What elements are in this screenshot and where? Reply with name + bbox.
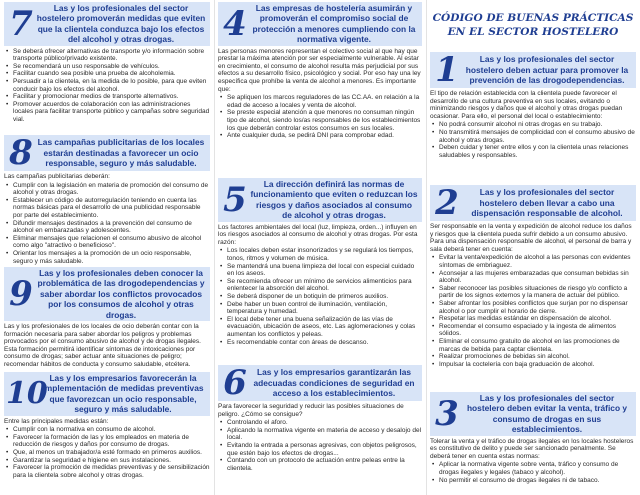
section-10 bbox=[4, 372, 210, 479]
section-7 bbox=[4, 2, 210, 124]
section-number: 5 bbox=[223, 179, 247, 220]
list-item: • Favorecer la promoción de medidas preventivas y de sensibilización para la clientela sobre alcohol y otras drogas. bbox=[4, 464, 210, 479]
section-4-banner bbox=[218, 2, 422, 46]
list-item: • Evitando la entrada a personas agresivas, con objetos peligrosos, que estén bajo los efectos de drogas... bbox=[218, 442, 422, 457]
list-item: • Establecer un código de autorregulación teniendo en cuenta las normas básicas para el desarrollo de una publicidad responsable por parte del establecimiento. bbox=[4, 197, 210, 220]
section-8 bbox=[4, 135, 210, 265]
section-heading: Las y los profesionales del sector hostelero deben actuar para promover la prevención de las drogodependencias. bbox=[465, 54, 629, 86]
section-heading: La dirección definirá las normas de funcionamiento que eviten o reduzcan los riesgos y daños asociados al consumo de alcohol y otras drogas. bbox=[250, 179, 418, 221]
page-title-line: CÓDIGO DE BUENAS PRÁCTICAS bbox=[432, 12, 634, 24]
list-item: • Cumplir con la normativa en consumo de alcohol. bbox=[4, 426, 210, 434]
section-6-text: Para favorecer la seguridad y reducir las posibles situaciones de peligro. ¿Cómo se consigue? bbox=[218, 403, 404, 418]
list-item: • Garantizar la seguridad e higiene en sus instalaciones. bbox=[4, 457, 210, 465]
section-5-banner bbox=[218, 178, 422, 222]
section-2-banner bbox=[430, 185, 636, 221]
section-number: 3 bbox=[435, 393, 459, 434]
list-item: • No transmitirá mensajes de complicidad con el consumo abusivo de alcohol y otras drogas. bbox=[430, 129, 636, 144]
section-8-list bbox=[4, 182, 210, 266]
list-item: • Facilitar y promocionar medios de transporte alternativos. bbox=[4, 93, 210, 101]
section-2-text: Ser responsable en la venta y expedición de alcohol reduce los daños y riesgos que la clientela pueda sufrir debido a un consumo abusivo. Para una dispensación responsable de alcohol, el personal de barra y sala deberá tener en cuenta: bbox=[430, 223, 632, 253]
section-number: 10 bbox=[6, 375, 48, 411]
list-item: • Persuadir a la clientela, en la medida de lo posible, para que eviten conducir bajo los efectos del alcohol. bbox=[4, 78, 210, 93]
section-number: 6 bbox=[223, 365, 247, 403]
list-item: • Cumplir con la legislación en materia de promoción del consumo de alcohol y otras drogas. bbox=[4, 182, 210, 197]
section-number: 8 bbox=[9, 135, 33, 173]
list-item: • Eliminar mensajes que relacionen el consumo abusivo de alcohol como algo "atractivo o beneficioso". bbox=[4, 235, 210, 250]
section-2-list bbox=[430, 254, 636, 368]
section-3-list bbox=[430, 461, 636, 484]
list-item: • Aconsejar a las mujeres embarazadas que consuman bebidas sin alcohol. bbox=[430, 270, 636, 285]
list-item: • Controlando el aforo. bbox=[218, 419, 422, 427]
section-6-banner bbox=[218, 365, 422, 401]
list-item: • Es recomendable contar con áreas de descanso. bbox=[218, 339, 422, 347]
list-item: • Recomendar el consumo espaciado y la ingesta de alimentos sólidos. bbox=[430, 323, 636, 338]
section-8-intro: Las campañas publicitarias deberán: bbox=[4, 173, 110, 180]
list-item: • Realizar promociones de bebidas sin alcohol. bbox=[430, 353, 636, 361]
page-title bbox=[432, 12, 634, 39]
section-7-list bbox=[4, 48, 210, 124]
list-item: • Aplicando la normativa vigente en materia de acceso y desalojo del local. bbox=[218, 427, 422, 442]
section-10-intro: Entre las principales medidas están: bbox=[4, 417, 109, 425]
list-item: • Eliminar el consumo gratuito de alcohol en las promociones de marcas de bebida para captar clientela. bbox=[430, 338, 636, 353]
list-item: • Se preste especial atención a que menores no consuman ningún tipo de alcohol, siendo los/as responsables de los establecimientos los que deberán controlar estos consumos en sus locales. bbox=[218, 109, 422, 132]
list-item: • Se deberá ofrecer alternativas de transporte y/o información sobre transporte público/privado existente. bbox=[4, 48, 210, 63]
section-number: 2 bbox=[435, 185, 459, 223]
list-item: • Saber reconocer las posibles situaciones de riesgo y/o conflicto a partir de los signos externos y la manera de actuar del público. bbox=[430, 285, 636, 300]
section-6 bbox=[218, 365, 422, 472]
list-item: • Aplicar la normativa vigente sobre venta, tráfico y consumo de drogas ilegales y legales (tabaco y alcohol). bbox=[430, 461, 636, 476]
section-3-banner bbox=[430, 392, 636, 436]
column-left bbox=[0, 0, 214, 495]
list-item: • Promover acuerdos de colaboración con las administraciones locales para facilitar transporte público y campañas sobre seguridad vial. bbox=[4, 101, 210, 124]
list-item: • Facilitar cuando sea posible una prueba de alcoholemia. bbox=[4, 70, 210, 78]
section-5 bbox=[218, 178, 422, 346]
section-2 bbox=[430, 185, 636, 368]
list-item: • Difundir mensajes destinados a la prevención del consumo de alcohol en embarazadas y adolescentes. bbox=[4, 220, 210, 235]
section-10-banner bbox=[4, 372, 210, 416]
list-item: • Se mantendrá una buena limpieza del local con especial cuidado en los aseos. bbox=[218, 263, 422, 278]
section-10-list bbox=[4, 426, 210, 479]
column-middle bbox=[214, 0, 426, 495]
section-heading: Las y los profesionales del sector hostelero deben llevar a cabo una dispensación responsable de alcohol. bbox=[471, 187, 623, 219]
list-item: • No permitir el consumo de drogas ilegales ni de tabaco. bbox=[430, 477, 636, 485]
section-number: 7 bbox=[9, 3, 33, 44]
list-item: • Se recomienda ofrecer un mínimo de servicios alimenticios para enlentecer la absorción del alcohol. bbox=[218, 278, 422, 293]
list-item: • Respetar las medidas estándar en dispensación de alcohol. bbox=[430, 315, 636, 323]
section-8-banner bbox=[4, 135, 210, 171]
section-number: 4 bbox=[223, 3, 247, 44]
section-4-list bbox=[218, 94, 422, 140]
list-item: • Orientar los mensajes a la promoción de un ocio responsable, seguro y más saludable. bbox=[4, 250, 210, 265]
column-right bbox=[426, 0, 640, 495]
list-item: • El local debe tener una buena señalización de las vías de evacuación, ubicación de aseos, etc. Las aglomeraciones y colas aumentan los conflictos y peleas. bbox=[218, 316, 422, 339]
section-heading: Las y los empresarios garantizarán las adecuadas condiciones de seguridad en acceso a los establecimientos. bbox=[253, 367, 415, 399]
section-4-text: Las personas menores representan el colectivo social al que hay que prestar la máxima atención por ser especialmente vulnerable. Al estar en crecimiento, el consumo de alcohol resulta más perjudicial por sus efectos a su desarrollo físico, psicológico y social. Por eso hay una ley específica que prohíbe la venta de alcohol a menores. Es importante que: bbox=[218, 47, 421, 93]
section-3-text: Tolerar la venta y el tráfico de drogas ilegales en los locales hosteleros es constitutivo de delito y puede ser sancionado penalmente. Se deberá tener en cuenta estas normas: bbox=[430, 437, 634, 460]
section-number: 9 bbox=[9, 274, 33, 315]
list-item: • Que, al menos un trabajador/a esté formado en primeros auxilios. bbox=[4, 449, 210, 457]
section-heading: Las y los profesionales deben conocer la problemática de las drogodependencias y saber abordar los conflictos provocados por los consumos de alcohol y otras drogas. bbox=[37, 268, 205, 320]
section-heading: Las y los profesionales del sector hostelero deben evitar la venta, tráfico y consumo de drogas en sus establecimientos. bbox=[466, 393, 628, 435]
section-6-list bbox=[218, 419, 422, 472]
section-5-list bbox=[218, 247, 422, 346]
list-item: • Favorecer la formación de las y los empleados en materia de reducción de riesgos y daños por consumo de drogas. bbox=[4, 434, 210, 449]
section-heading: Las y los empresarios favorecerán la implementación de medidas preventivas que favorezcan un ocio responsable, seguro y más saludable. bbox=[42, 373, 204, 415]
section-1-list bbox=[430, 121, 636, 159]
section-7-banner bbox=[4, 2, 210, 46]
list-item: • Se deberá disponer de un botiquín de primeros auxilios. bbox=[218, 293, 422, 301]
section-number: 1 bbox=[435, 52, 459, 90]
list-item: • Ante cualquier duda, se pedirá DNI para comprobar edad. bbox=[218, 132, 422, 140]
page-title-line: EN EL SECTOR HOSTELERO bbox=[447, 25, 619, 38]
list-item: • Evitar la venta/expedición de alcohol a las personas con evidentes síntomas de embriaguez. bbox=[430, 254, 636, 269]
section-heading: Las campañas publicitarias de los locales estarán destinadas a favorecer un ocio responsable, seguro y más saludable. bbox=[37, 137, 205, 169]
list-item: • Impulsar la coctelería con baja graduación de alcohol. bbox=[430, 361, 636, 369]
list-item: • Saber afrontar los posibles conflictos que surjan por no dispensar alcohol o por cumplir el horario de cierre. bbox=[430, 300, 636, 315]
section-3 bbox=[430, 392, 636, 484]
section-1-banner bbox=[430, 52, 636, 88]
section-heading: Las empresas de hostelería asumirán y promoverán el compromiso social de protección a menores cumpliendo con la normativa vigente. bbox=[252, 3, 416, 45]
section-9 bbox=[4, 267, 210, 369]
list-item: • Se recomendará un uso responsable de vehículos. bbox=[4, 63, 210, 71]
list-item: • Se apliquen los marcos reguladores de las CC.AA. en relación a la edad de acceso a locales y venta de alcohol. bbox=[218, 94, 422, 109]
list-item: • No podrá consumir alcohol ni otras drogas en su trabajo. bbox=[430, 121, 636, 129]
list-item: • Deben cuidar y tener entre ellos y con la clientela unas relaciones saludables y responsables. bbox=[430, 144, 636, 159]
section-1 bbox=[430, 52, 636, 159]
section-4 bbox=[218, 2, 422, 140]
section-1-text: El tipo de relación establecida con la clientela puede favorecer el desarrollo de una cultura preventiva en sus locales, evitando o minimizando riesgos y daños que el alcohol y otras drogas puedan ocasionar. Para ello, el personal del local o establecimiento: bbox=[430, 90, 623, 120]
list-item: • Los locales deben estar insonorizados y se regulará los tiempos, tonos, ritmos y volumen de música. bbox=[218, 247, 422, 262]
list-item: • Debe haber un buen control de iluminación, ventilación, temperatura y humedad. bbox=[218, 301, 422, 316]
section-heading: Las y los profesionales del sector hostelero promoverán medidas que eviten que la clientela conduzca bajo los efectos del alcohol y otras drogas. bbox=[36, 3, 206, 45]
section-9-banner bbox=[4, 267, 210, 321]
list-item: • Contando con un protocolo de actuación entre peleas entre la clientela. bbox=[218, 457, 422, 472]
section-5-text: Los factores ambientales del local (luz, limpieza, orden...) influyen en los riesgos asociados al consumo de alcohol y otras drogas. Por esta razón: bbox=[218, 223, 418, 246]
section-9-text: Las y los profesionales de los locales de ocio deberán contar con la formación necesaria para saber abordar los peligros y problemas provocados por el consumo abusivo de alcohol y de drogas ilegales. Esta formación permitirá identificar síntomas de intoxicaciones por consumo de drogas; saber actuar ante situaciones de peligro; recomendar hábitos de conducta y consumo saludable, etcétera. bbox=[4, 323, 201, 368]
